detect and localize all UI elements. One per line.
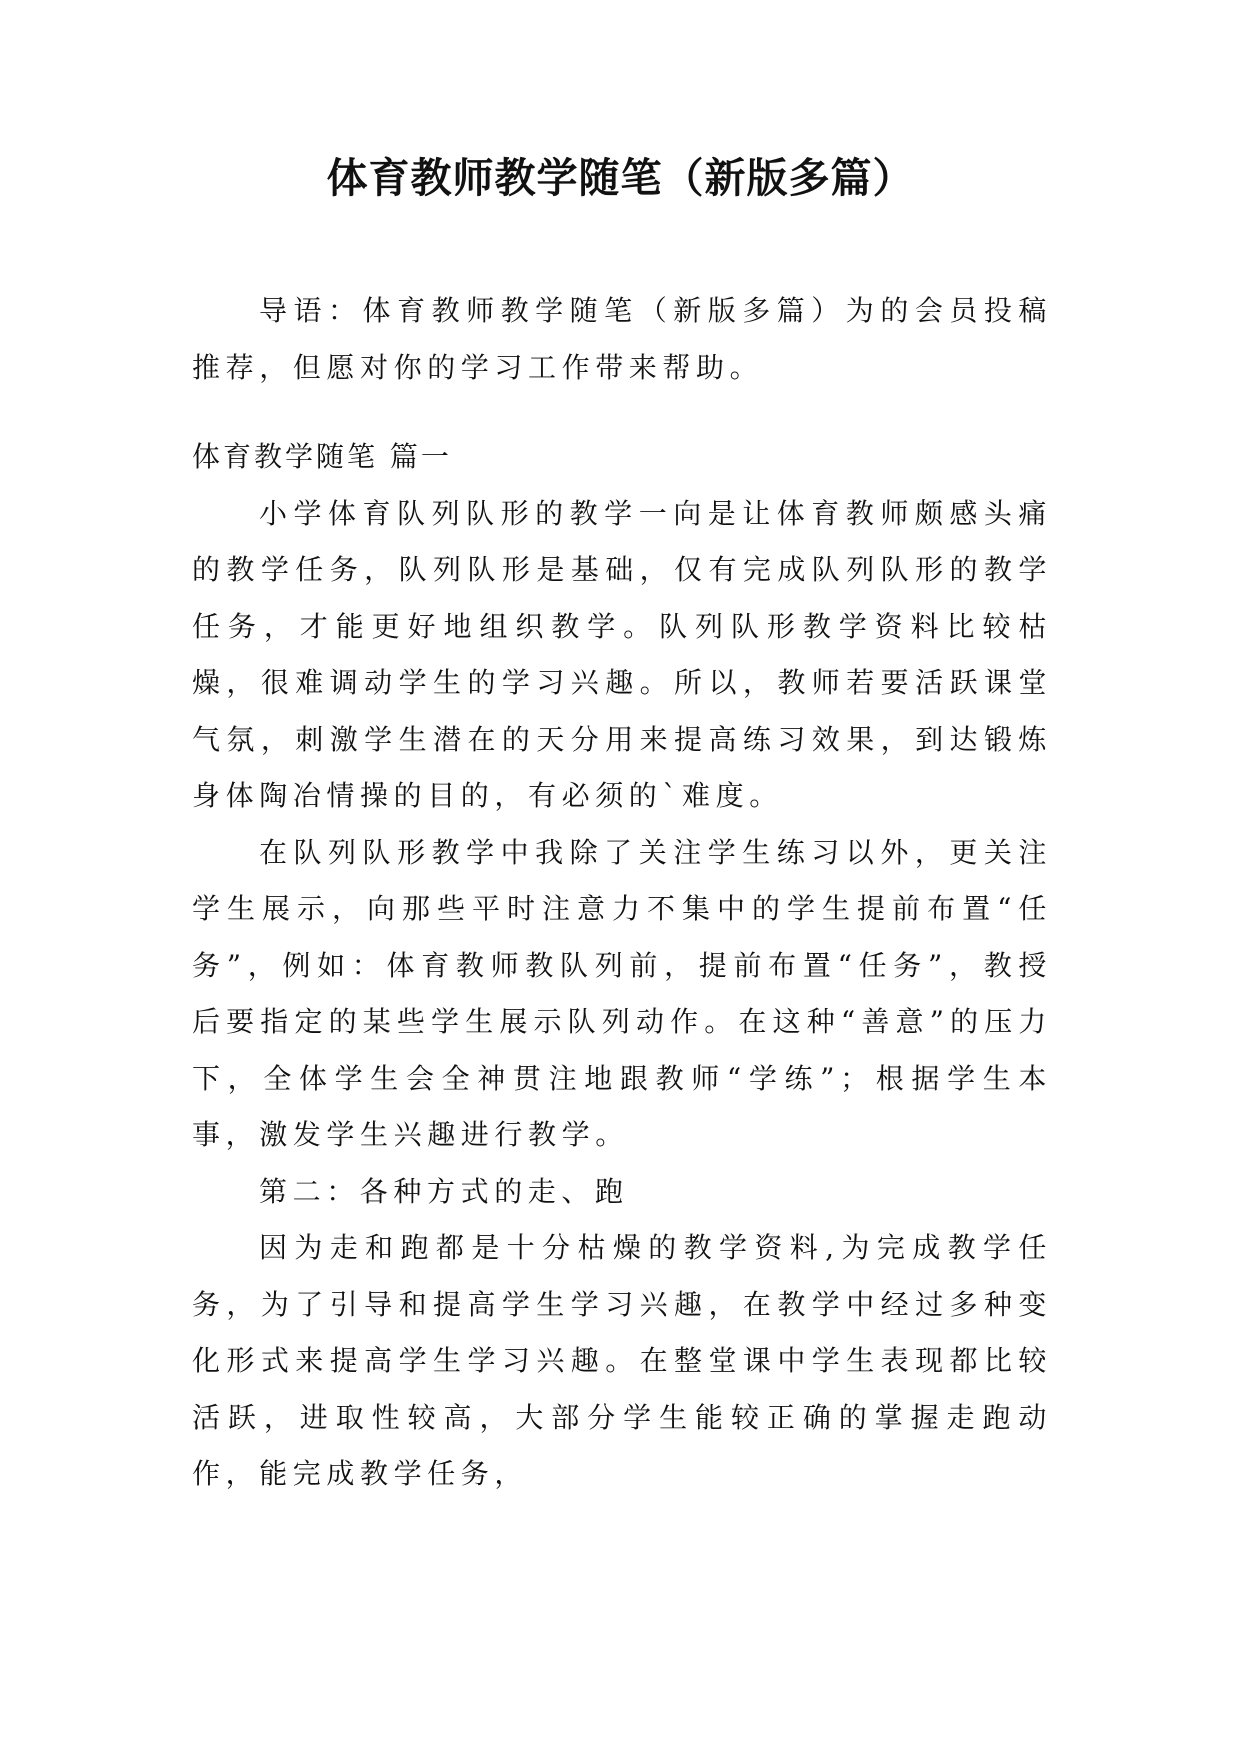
section-heading: 体育教学随笔 篇一 bbox=[192, 440, 452, 473]
body-paragraph-3: 因为走和跑都是十分枯燥的教学资料,为完成教学任务，为了引导和提高学生学习兴趣，在教学中经过多种变化形式来提高学生学习兴趣。在整堂课中学生表现都比较活跃，进取性较高，大部分学生能较正确的掌握走跑动作，能完成教学任务， bbox=[192, 1231, 1052, 1490]
document-title: 体育教师教学随笔（新版多篇） bbox=[326, 154, 915, 202]
body-paragraph-1: 小学体育队列队形的教学一向是让体育教师颇感头痛的教学任务，队列队形是基础，仅有完成队列队形的教学任务，才能更好地组织教学。队列队形教学资料比较枯燥，很难调动学生的学习兴趣。所以，教师若要活跃课堂气氛，刺激学生潜在的天分用来提高练习效果，到达锻炼身体陶冶情操的目的，有必须的`难度。 bbox=[192, 496, 1052, 812]
intro-paragraph: 导语：体育教师教学随笔（新版多篇）为的会员投稿推荐，但愿对你的学习工作带来帮助。 bbox=[192, 294, 1052, 384]
document-body bbox=[192, 283, 1052, 1503]
subheading-paragraph: 第二：各种方式的走、跑 bbox=[259, 1174, 629, 1208]
body-paragraph-2: 在队列队形教学中我除了关注学生练习以外，更关注学生展示，向那些平时注意力不集中的学生提前布置“任务”，例如：体育教师教队列前，提前布置“任务”，教授后要指定的某些学生展示队列动作。在这种“善意”的压力下，全体学生会全神贯注地跟教师“学练”；根据学生本事，激发学生兴趣进行教学。 bbox=[192, 835, 1052, 1151]
spacer bbox=[192, 396, 1052, 429]
